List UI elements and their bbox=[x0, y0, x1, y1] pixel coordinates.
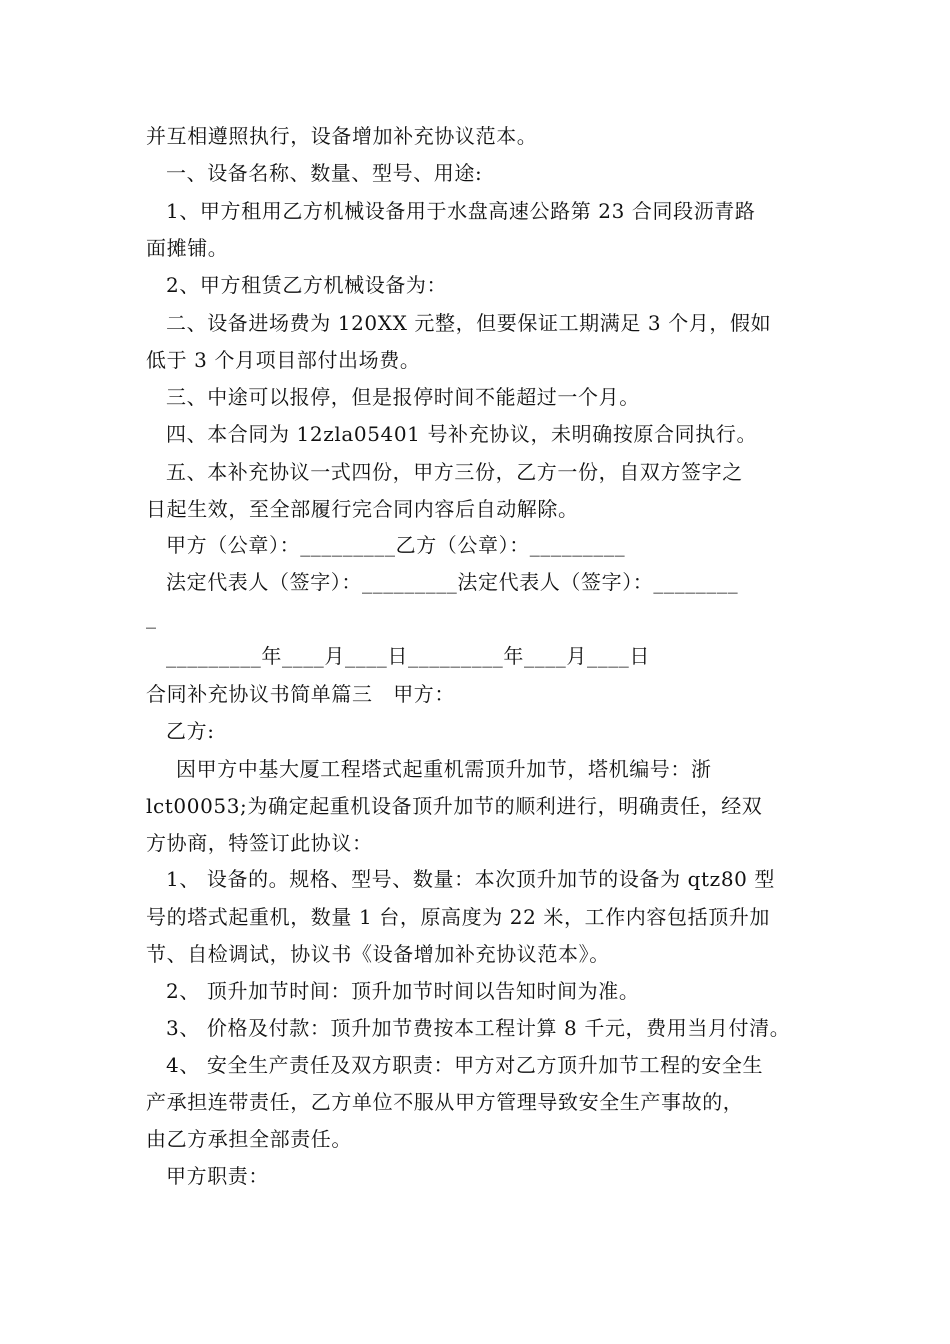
clause-4: 4、 安全生产责任及双方职责：甲方对乙方顶升加节工程的安全生 bbox=[166, 1053, 764, 1077]
section-heading-1: 一、设备名称、数量、型号、用途: bbox=[166, 161, 483, 185]
section-heading-2: 二、设备进场费为 120XX 元整，但要保证工期满足 3 个月，假如 bbox=[166, 311, 772, 335]
text-line-7: 低于 3 个月项目部付出场费。 bbox=[146, 348, 421, 372]
party-a-duties-heading: 甲方职责： bbox=[166, 1164, 269, 1188]
text-line-18: 因甲方中基大厦工程塔式起重机需顶升加节，塔机编号：浙 bbox=[176, 757, 712, 781]
date-line: _________年____月____日_________年____月____日 bbox=[166, 644, 650, 668]
party-b-line: 乙方: bbox=[166, 719, 215, 743]
text-line-4: 面摊铺。 bbox=[146, 236, 229, 260]
article-heading: 合同补充协议书简单篇三 甲方： bbox=[146, 682, 455, 706]
clause-3: 3、 价格及付款：顶升加节费按本工程计算 8 千元，费用当月付清。 bbox=[166, 1016, 791, 1040]
signature-line: 法定代表人（签字）：_________法定代表人（签字）：________ bbox=[166, 570, 739, 594]
section-heading-4: 四、本合同为 12zla05401 号补充协议，未明确按原合同执行。 bbox=[166, 422, 758, 446]
text-line-22: 号的塔式起重机，数量 1 台，原高度为 22 米，工作内容包括顶升加 bbox=[146, 905, 771, 929]
seal-line: 甲方（公章）：_________乙方（公章）：_________ bbox=[166, 533, 626, 557]
text-line-3: 1、甲方租用乙方机械设备用于水盘高速公路第 23 合同段沥青路 bbox=[166, 199, 756, 223]
text-line-23: 节、自检调试，协议书《设备增加补充协议范本》。 bbox=[146, 942, 610, 966]
text-line-19: lct00053;为确定起重机设备顶升加节的顺利进行，明确责任，经双 bbox=[146, 794, 763, 818]
text-line-28: 由乙方承担全部责任。 bbox=[146, 1127, 352, 1151]
clause-1: 1、 设备的。规格、型号、数量：本次顶升加节的设备为 qtz80 型 bbox=[166, 867, 776, 891]
text-line-20: 方协商，特签订此协议： bbox=[146, 831, 373, 855]
text-line-1: 并互相遵照执行，设备增加补充协议范本。 bbox=[146, 124, 538, 148]
text-line-5: 2、甲方租赁乙方机械设备为： bbox=[166, 273, 448, 297]
clause-2: 2、 顶升加节时间：顶升加节时间以告知时间为准。 bbox=[166, 979, 640, 1003]
text-line-27: 产承担连带责任，乙方单位不服从甲方管理导致安全生产事故的， bbox=[146, 1090, 744, 1114]
section-heading-3: 三、中途可以报停，但是报停时间不能超过一个月。 bbox=[166, 385, 640, 409]
section-heading-5: 五、本补充协议一式四份，甲方三份，乙方一份，自双方签字之 bbox=[166, 460, 743, 484]
signature-line-overflow: _ bbox=[146, 605, 157, 629]
text-line-11: 日起生效，至全部履行完合同内容后自动解除。 bbox=[146, 497, 579, 521]
